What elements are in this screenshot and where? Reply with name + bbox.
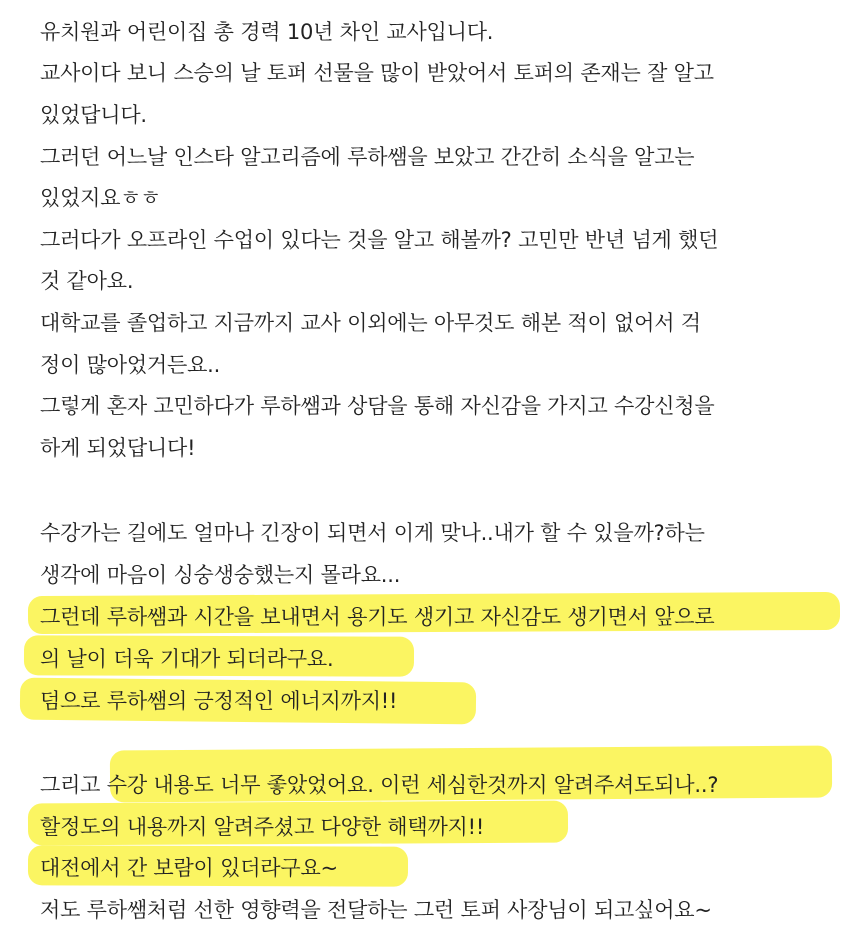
text-line: 덤으로 루하쌤의 긍정적인 에너지까지!!	[40, 689, 398, 713]
text-line: 하게 되었답니다!	[40, 436, 196, 460]
text-line: 그러던 어느날 인스타 알고리즘에 루하쌤을 보았고 간간히 소식을 알고는	[40, 145, 695, 169]
text-line: 정이 많아었거든요..	[40, 353, 221, 377]
text-line: 그런데 루하쌤과 시간을 보내면서 용기도 생기고 자신감도 생기면서 앞으로	[40, 605, 715, 629]
text-line: 수강가는 길에도 얼마나 긴장이 되면서 이게 맞나..내가 할 수 있을까?하는	[40, 521, 705, 545]
text-line: 생각에 마음이 싱숭생숭했는지 몰라요...	[40, 563, 401, 587]
text-line: 그러다가 오프라인 수업이 있다는 것을 알고 해볼까? 고민만 반년 넘게 했던	[40, 228, 719, 252]
text-line: 대학교를 졸업하고 지금까지 교사 이외에는 아무것도 해본 적이 없어서 걱	[40, 311, 701, 335]
text-line: 의 날이 더욱 기대가 되더라구요.	[40, 647, 334, 671]
text-line: 그렇게 혼자 고민하다가 루하쌤과 상담을 통해 자신감을 가지고 수강신청을	[40, 394, 715, 418]
text-line: 그리고 수강 내용도 너무 좋았었어요. 이런 세심한것까지 알려주셔도되나..?	[40, 773, 719, 797]
text-line: 할정도의 내용까지 알려주셨고 다양한 해택까지!!	[40, 815, 485, 839]
text-line: 있었지요ㅎㅎ	[40, 186, 161, 210]
text-line: 유치원과 어린이집 총 경력 10년 차인 교사입니다.	[40, 20, 494, 44]
text-line: 있었답니다.	[40, 103, 147, 127]
text-line: 것 같아요.	[40, 269, 134, 293]
text-line: 대전에서 간 보람이 있더라구요~	[40, 856, 338, 880]
text-line: 교사이다 보니 스승의 날 토퍼 선물을 많이 받았어서 토퍼의 존재는 잘 알고	[40, 61, 714, 85]
text-line: 저도 루하쌤처럼 선한 영향력을 전달하는 그런 토퍼 사장님이 되고싶어요~	[40, 898, 712, 922]
